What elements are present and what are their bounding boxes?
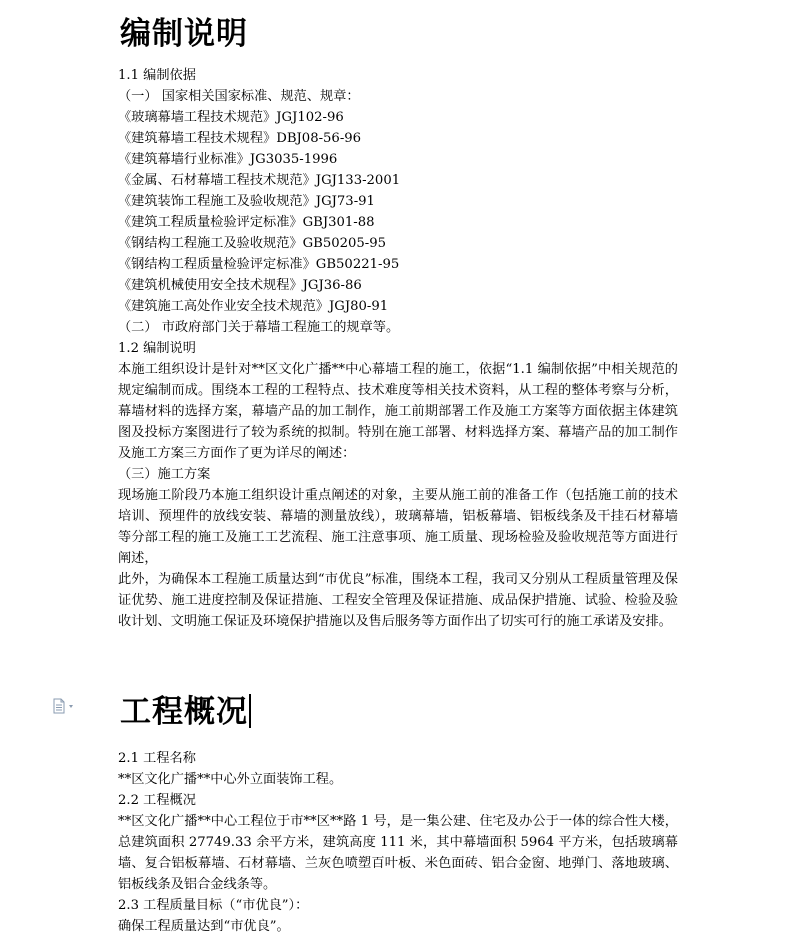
overview-paragraph: **区文化广播**中心工程位于市**区**路 1 号，是一集公建、住宅及办公于一体的综合性大楼，总建筑面积 27749.33 余平方米，建筑高度 111 米，其中幕墙面积 5964 平方米，包括玻璃幕墙、复合铝板幕墙、石材幕墙、兰灰色喷塑百叶板、米色面砖、铝合金窗、地弹门、落地玻璃、铝板线条及铝合金线条等。 bbox=[118, 814, 678, 892]
municipal-heading: （二） 市政府部门关于幕墙工程施工的规章等。 bbox=[118, 320, 400, 335]
plan-paragraph-2: 此外，为确保本工程施工质量达到“市优良”标准，围绕本工程，我司又分别从工程质量管理及保证优势、施工进度控制及保证措施、工程安全管理及保证措施、成品保护措施、试验、检验及验收计划、文明施工保证及环境保护措施以及售后服务等方面作出了切实可行的施工承诺及安排。 bbox=[118, 572, 678, 629]
standard-item: 《金属、石材幕墙工程技术规范》JGJ133-2001 bbox=[118, 173, 401, 188]
standard-item: 《建筑机械使用安全技术规程》JGJ36-86 bbox=[118, 278, 362, 293]
overview-heading: 2.2 工程概况 bbox=[118, 793, 196, 808]
standard-item: 《建筑幕墙工程技术规程》DBJ08-56-96 bbox=[118, 131, 362, 146]
standard-item: 《玻璃幕墙工程技术规范》JGJ102-96 bbox=[118, 110, 344, 125]
basis-heading: 1.1 编制依据 bbox=[118, 68, 196, 83]
standard-item: 《钢结构工程施工及验收规范》GB50205-95 bbox=[118, 236, 387, 251]
section2-title-text: 工程概况 bbox=[120, 694, 248, 730]
national-heading: （一） 国家相关国家标准、规范、规章： bbox=[118, 89, 360, 104]
standard-item: 《建筑装饰工程施工及验收规范》JGJ73-91 bbox=[118, 194, 375, 209]
document-icon[interactable] bbox=[52, 698, 76, 714]
standard-item: 《钢结构工程质量检验评定标准》GB50221-95 bbox=[118, 257, 400, 272]
quality-text: 确保工程质量达到“市优良”。 bbox=[118, 919, 290, 934]
name-heading: 2.1 工程名称 bbox=[118, 751, 196, 766]
section1-title: 编制说明 bbox=[120, 16, 248, 52]
text-cursor bbox=[249, 694, 251, 728]
desc-paragraph: 本施工组织设计是针对**区文化广播**中心幕墙工程的施工，依据“1.1 编制依据”中相关规范的规定编制而成。围绕本工程的工程特点、技术难度等相关技术资料，从工程的整体考察与分析，幕墙材料的选择方案，幕墙产品的加工制作，施工前期部署工作及施工方案等方面依据主体建筑图及投标方案图进行了较为系统的拟制。特别在施工部署、材料选择方案、幕墙产品的加工制作及施工方案三方面作了更为详尽的阐述： bbox=[118, 362, 678, 461]
plan-paragraph: 现场施工阶段乃本施工组织设计重点阐述的对象，主要从施工前的准备工作（包括施工前的技术培训、预埋件的放线安装、幕墙的测量放线），玻璃幕墙，铝板幕墙、铝板线条及干挂石材幕墙等分部工程的施工及施工工艺流程、施工注意事项、施工质量、现场检验及验收规范等方面进行阐述， bbox=[118, 488, 678, 566]
quality-heading: 2.3 工程质量目标（“市优良”）： bbox=[118, 898, 309, 913]
plan-heading: （三）施工方案 bbox=[118, 467, 211, 482]
desc-heading: 1.2 编制说明 bbox=[118, 341, 196, 356]
standard-item: 《建筑施工高处作业安全技术规范》JGJ80-91 bbox=[118, 299, 389, 314]
standard-item: 《建筑幕墙行业标准》JG3035-1996 bbox=[118, 152, 338, 167]
standard-item: 《建筑工程质量检验评定标准》GBJ301-88 bbox=[118, 215, 375, 230]
section2-title[interactable] bbox=[120, 686, 251, 731]
name-text: **区文化广播**中心外立面装饰工程。 bbox=[118, 772, 343, 787]
